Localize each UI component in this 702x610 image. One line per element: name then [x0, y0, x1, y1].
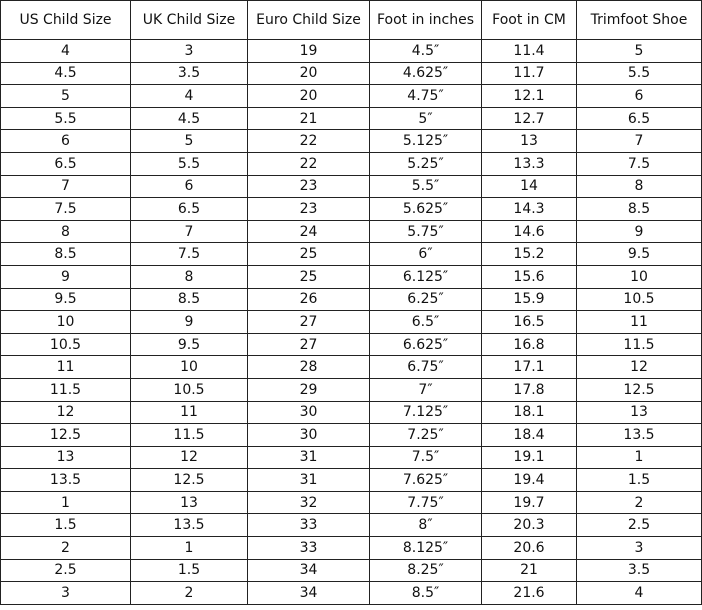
table-row	[1, 175, 702, 198]
cell-us-size: 5.5	[1, 107, 131, 130]
cell-uk-size: 1.5	[131, 559, 248, 582]
cell-us-size: 3	[1, 582, 131, 605]
cell-foot-inches: 5″	[370, 107, 482, 130]
cell-euro-size: 28	[248, 356, 370, 379]
cell-foot-inches: 5.5″	[370, 175, 482, 198]
header-uk-child-size: UK Child Size	[131, 1, 248, 40]
cell-foot-cm: 16.8	[482, 333, 577, 356]
cell-trimfoot-size: 3	[577, 537, 702, 560]
cell-foot-cm: 14.3	[482, 198, 577, 221]
cell-foot-cm: 16.5	[482, 311, 577, 334]
size-chart-header	[1, 1, 702, 40]
cell-foot-cm: 14.6	[482, 220, 577, 243]
cell-us-size: 10.5	[1, 333, 131, 356]
cell-foot-cm: 19.4	[482, 469, 577, 492]
cell-euro-size: 33	[248, 514, 370, 537]
cell-uk-size: 9.5	[131, 333, 248, 356]
cell-uk-size: 8.5	[131, 288, 248, 311]
table-row	[1, 356, 702, 379]
cell-euro-size: 25	[248, 265, 370, 288]
cell-euro-size: 30	[248, 424, 370, 447]
cell-us-size: 6	[1, 130, 131, 153]
cell-euro-size: 22	[248, 152, 370, 175]
cell-uk-size: 4	[131, 85, 248, 108]
cell-trimfoot-size: 6.5	[577, 107, 702, 130]
table-row	[1, 85, 702, 108]
cell-uk-size: 12	[131, 446, 248, 469]
cell-euro-size: 26	[248, 288, 370, 311]
table-row	[1, 40, 702, 63]
cell-trimfoot-size: 7	[577, 130, 702, 153]
table-row	[1, 559, 702, 582]
table-row	[1, 378, 702, 401]
cell-foot-inches: 8.125″	[370, 537, 482, 560]
cell-uk-size: 1	[131, 537, 248, 560]
header-foot-in-cm: Foot in CM	[482, 1, 577, 40]
cell-us-size: 1	[1, 491, 131, 514]
cell-uk-size: 4.5	[131, 107, 248, 130]
cell-us-size: 7	[1, 175, 131, 198]
cell-foot-inches: 8.25″	[370, 559, 482, 582]
cell-euro-size: 20	[248, 62, 370, 85]
table-row	[1, 288, 702, 311]
cell-uk-size: 9	[131, 311, 248, 334]
cell-trimfoot-size: 8.5	[577, 198, 702, 221]
cell-uk-size: 13	[131, 491, 248, 514]
table-row	[1, 537, 702, 560]
cell-foot-inches: 5.125″	[370, 130, 482, 153]
cell-us-size: 12.5	[1, 424, 131, 447]
table-row	[1, 107, 702, 130]
cell-trimfoot-size: 4	[577, 582, 702, 605]
cell-foot-inches: 8″	[370, 514, 482, 537]
table-row	[1, 152, 702, 175]
cell-foot-inches: 4.5″	[370, 40, 482, 63]
cell-foot-cm: 11.7	[482, 62, 577, 85]
cell-uk-size: 11	[131, 401, 248, 424]
cell-us-size: 13	[1, 446, 131, 469]
cell-euro-size: 27	[248, 333, 370, 356]
cell-foot-cm: 13.3	[482, 152, 577, 175]
cell-trimfoot-size: 7.5	[577, 152, 702, 175]
cell-euro-size: 21	[248, 107, 370, 130]
cell-foot-cm: 19.7	[482, 491, 577, 514]
cell-trimfoot-size: 3.5	[577, 559, 702, 582]
cell-us-size: 5	[1, 85, 131, 108]
cell-euro-size: 33	[248, 537, 370, 560]
table-row	[1, 265, 702, 288]
cell-foot-inches: 6″	[370, 243, 482, 266]
table-row	[1, 62, 702, 85]
cell-foot-inches: 6.125″	[370, 265, 482, 288]
cell-foot-inches: 7″	[370, 378, 482, 401]
cell-uk-size: 10.5	[131, 378, 248, 401]
cell-euro-size: 22	[248, 130, 370, 153]
cell-trimfoot-size: 9.5	[577, 243, 702, 266]
cell-uk-size: 7	[131, 220, 248, 243]
cell-foot-inches: 5.75″	[370, 220, 482, 243]
cell-foot-cm: 14	[482, 175, 577, 198]
cell-foot-inches: 7.625″	[370, 469, 482, 492]
table-row	[1, 220, 702, 243]
cell-us-size: 4	[1, 40, 131, 63]
cell-us-size: 9	[1, 265, 131, 288]
cell-euro-size: 23	[248, 198, 370, 221]
cell-uk-size: 13.5	[131, 514, 248, 537]
cell-trimfoot-size: 8	[577, 175, 702, 198]
cell-foot-inches: 4.75″	[370, 85, 482, 108]
cell-trimfoot-size: 2.5	[577, 514, 702, 537]
cell-euro-size: 31	[248, 446, 370, 469]
cell-trimfoot-size: 6	[577, 85, 702, 108]
header-row	[1, 1, 702, 40]
cell-us-size: 2.5	[1, 559, 131, 582]
cell-trimfoot-size: 12.5	[577, 378, 702, 401]
cell-uk-size: 3	[131, 40, 248, 63]
cell-uk-size: 11.5	[131, 424, 248, 447]
cell-foot-cm: 19.1	[482, 446, 577, 469]
cell-foot-inches: 6.5″	[370, 311, 482, 334]
cell-trimfoot-size: 11.5	[577, 333, 702, 356]
cell-foot-cm: 12.1	[482, 85, 577, 108]
cell-us-size: 8	[1, 220, 131, 243]
cell-foot-cm: 15.9	[482, 288, 577, 311]
table-row	[1, 446, 702, 469]
cell-trimfoot-size: 13	[577, 401, 702, 424]
cell-trimfoot-size: 5	[577, 40, 702, 63]
header-trimfoot-shoe: Trimfoot Shoe	[577, 1, 702, 40]
cell-us-size: 8.5	[1, 243, 131, 266]
cell-foot-cm: 13	[482, 130, 577, 153]
cell-foot-cm: 18.4	[482, 424, 577, 447]
cell-uk-size: 6	[131, 175, 248, 198]
cell-foot-inches: 7.25″	[370, 424, 482, 447]
cell-us-size: 13.5	[1, 469, 131, 492]
cell-foot-cm: 21.6	[482, 582, 577, 605]
cell-foot-cm: 21	[482, 559, 577, 582]
table-row	[1, 424, 702, 447]
cell-foot-cm: 20.3	[482, 514, 577, 537]
cell-euro-size: 27	[248, 311, 370, 334]
cell-uk-size: 6.5	[131, 198, 248, 221]
cell-trimfoot-size: 9	[577, 220, 702, 243]
cell-trimfoot-size: 5.5	[577, 62, 702, 85]
cell-euro-size: 29	[248, 378, 370, 401]
cell-foot-cm: 17.8	[482, 378, 577, 401]
cell-foot-inches: 8.5″	[370, 582, 482, 605]
cell-us-size: 7.5	[1, 198, 131, 221]
cell-foot-cm: 15.2	[482, 243, 577, 266]
cell-euro-size: 31	[248, 469, 370, 492]
cell-trimfoot-size: 11	[577, 311, 702, 334]
cell-trimfoot-size: 13.5	[577, 424, 702, 447]
table-row	[1, 130, 702, 153]
header-us-child-size: US Child Size	[1, 1, 131, 40]
cell-uk-size: 5	[131, 130, 248, 153]
cell-us-size: 12	[1, 401, 131, 424]
cell-us-size: 11.5	[1, 378, 131, 401]
table-row	[1, 333, 702, 356]
cell-uk-size: 10	[131, 356, 248, 379]
cell-trimfoot-size: 10	[577, 265, 702, 288]
cell-foot-cm: 12.7	[482, 107, 577, 130]
cell-uk-size: 12.5	[131, 469, 248, 492]
cell-trimfoot-size: 1	[577, 446, 702, 469]
cell-foot-inches: 5.25″	[370, 152, 482, 175]
cell-euro-size: 34	[248, 582, 370, 605]
table-row	[1, 491, 702, 514]
cell-uk-size: 3.5	[131, 62, 248, 85]
size-chart-body	[1, 40, 702, 605]
cell-uk-size: 5.5	[131, 152, 248, 175]
cell-euro-size: 20	[248, 85, 370, 108]
cell-foot-cm: 15.6	[482, 265, 577, 288]
cell-foot-cm: 17.1	[482, 356, 577, 379]
cell-euro-size: 34	[248, 559, 370, 582]
cell-euro-size: 30	[248, 401, 370, 424]
cell-euro-size: 32	[248, 491, 370, 514]
cell-foot-cm: 11.4	[482, 40, 577, 63]
cell-us-size: 2	[1, 537, 131, 560]
cell-us-size: 1.5	[1, 514, 131, 537]
cell-trimfoot-size: 1.5	[577, 469, 702, 492]
cell-euro-size: 19	[248, 40, 370, 63]
cell-foot-inches: 6.25″	[370, 288, 482, 311]
table-row	[1, 243, 702, 266]
cell-foot-inches: 4.625″	[370, 62, 482, 85]
table-row	[1, 311, 702, 334]
cell-trimfoot-size: 12	[577, 356, 702, 379]
header-foot-in-inches: Foot in inches	[370, 1, 482, 40]
cell-uk-size: 2	[131, 582, 248, 605]
cell-trimfoot-size: 2	[577, 491, 702, 514]
cell-euro-size: 24	[248, 220, 370, 243]
cell-foot-inches: 7.125″	[370, 401, 482, 424]
cell-euro-size: 23	[248, 175, 370, 198]
table-row	[1, 469, 702, 492]
cell-foot-cm: 18.1	[482, 401, 577, 424]
cell-uk-size: 7.5	[131, 243, 248, 266]
cell-trimfoot-size: 10.5	[577, 288, 702, 311]
table-row	[1, 582, 702, 605]
table-row	[1, 198, 702, 221]
cell-us-size: 9.5	[1, 288, 131, 311]
header-euro-child-size: Euro Child Size	[248, 1, 370, 40]
cell-foot-inches: 6.75″	[370, 356, 482, 379]
table-row	[1, 401, 702, 424]
cell-foot-cm: 20.6	[482, 537, 577, 560]
cell-foot-inches: 6.625″	[370, 333, 482, 356]
cell-us-size: 4.5	[1, 62, 131, 85]
cell-uk-size: 8	[131, 265, 248, 288]
cell-foot-inches: 7.5″	[370, 446, 482, 469]
cell-foot-inches: 7.75″	[370, 491, 482, 514]
table-row	[1, 514, 702, 537]
cell-us-size: 11	[1, 356, 131, 379]
cell-euro-size: 25	[248, 243, 370, 266]
cell-us-size: 10	[1, 311, 131, 334]
cell-us-size: 6.5	[1, 152, 131, 175]
cell-foot-inches: 5.625″	[370, 198, 482, 221]
